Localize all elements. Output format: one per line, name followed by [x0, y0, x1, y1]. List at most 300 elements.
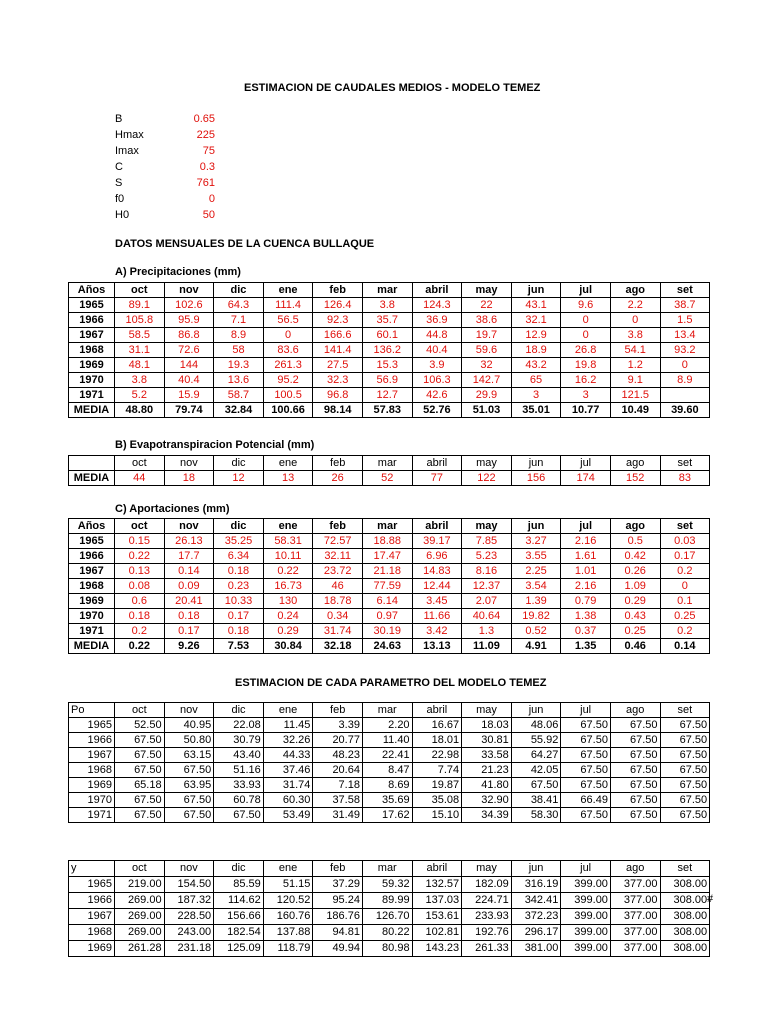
precipitation-table [68, 282, 710, 418]
value-cell: 40.4 [412, 343, 462, 358]
value-cell: 40.4 [164, 373, 214, 388]
month-header: oct [115, 519, 165, 534]
parameter-name: f0 [115, 193, 125, 205]
value-cell: 308.00 [660, 893, 710, 909]
value-cell: 8.69 [362, 778, 412, 793]
value-cell: 1.3 [462, 624, 512, 639]
month-header: mar [362, 861, 412, 877]
value-cell: 316.19 [511, 877, 561, 893]
value-cell: 43.40 [214, 748, 264, 763]
value-cell: 63.95 [164, 778, 214, 793]
table-row [69, 609, 710, 624]
value-cell: 399.00 [561, 909, 611, 925]
value-cell: 22.08 [214, 718, 264, 733]
year-cell: 1969 [69, 941, 115, 957]
month-header: jun [511, 456, 561, 471]
value-cell: 0.08 [115, 579, 165, 594]
value-cell: 96.8 [313, 388, 363, 403]
value-cell: 3.45 [412, 594, 462, 609]
table-row [69, 718, 710, 733]
parameter-name: Hmax [115, 129, 144, 141]
month-header: set [660, 861, 710, 877]
value-cell: 0.18 [164, 609, 214, 624]
value-cell: 16.73 [263, 579, 313, 594]
datos-title: DATOS MENSUALES DE LA CUENCA BULLAQUE [115, 238, 375, 250]
value-cell: 130 [263, 594, 313, 609]
table-row [69, 549, 710, 564]
value-cell: 67.50 [610, 748, 660, 763]
media-value: 79.74 [164, 403, 214, 418]
value-cell: 58.5 [115, 328, 165, 343]
month-header: ago [610, 283, 660, 298]
value-cell: 18.01 [412, 733, 462, 748]
month-header: ene [263, 456, 313, 471]
value-cell: 64.3 [214, 298, 264, 313]
value-cell: 377.00 [610, 941, 660, 957]
month-header: ene [263, 519, 313, 534]
parameter-name: S [115, 177, 123, 189]
value-cell: 8.16 [462, 564, 512, 579]
year-cell: 1967 [69, 328, 115, 343]
value-cell: 8.9 [214, 328, 264, 343]
value-cell: 51.16 [214, 763, 264, 778]
value-cell: 114.62 [214, 893, 264, 909]
value-cell: 38.41 [511, 793, 561, 808]
value-cell: 55.92 [511, 733, 561, 748]
value-cell: 26.13 [164, 534, 214, 549]
value-cell: 12.7 [362, 388, 412, 403]
value-cell: 0 [660, 579, 710, 594]
value-cell: 0 [610, 313, 660, 328]
value-cell: 32.1 [511, 313, 561, 328]
value-cell: 399.00 [561, 925, 611, 941]
month-header: mar [362, 283, 412, 298]
value-cell: 136.2 [362, 343, 412, 358]
value-cell: 67.50 [164, 808, 214, 823]
value-cell: 35.7 [362, 313, 412, 328]
month-header: nov [164, 283, 214, 298]
month-header: oct [115, 456, 165, 471]
value-cell: 186.76 [313, 909, 363, 925]
year-cell: 1970 [69, 793, 115, 808]
media-value: 9.26 [164, 639, 214, 654]
media-label: MEDIA [69, 639, 115, 654]
media-value: 0.14 [660, 639, 710, 654]
media-value: 0.22 [115, 639, 165, 654]
value-cell: 7.85 [462, 534, 512, 549]
parameter-row [115, 127, 215, 143]
month-header: feb [313, 283, 363, 298]
month-header: abril [412, 283, 462, 298]
value-cell: 43.1 [511, 298, 561, 313]
value-cell: 10.33 [214, 594, 264, 609]
media-row [69, 403, 710, 418]
month-header: feb [313, 456, 363, 471]
month-header: dic [214, 703, 264, 718]
value-cell: 56.5 [263, 313, 313, 328]
parameter-row [115, 143, 215, 159]
value-cell: 15.9 [164, 388, 214, 403]
table-row [69, 328, 710, 343]
value-cell: 224.71 [462, 893, 512, 909]
value-cell: 67.50 [561, 763, 611, 778]
value-cell: 9.6 [561, 298, 611, 313]
value-cell: 0.23 [214, 579, 264, 594]
value-cell: 67.50 [214, 808, 264, 823]
value-cell: 5.2 [115, 388, 165, 403]
parameter-name: C [115, 161, 123, 173]
value-cell: 154.50 [164, 877, 214, 893]
y-table [68, 860, 710, 957]
value-cell: 36.9 [412, 313, 462, 328]
month-header: dic [214, 519, 264, 534]
value-cell: 0.03 [660, 534, 710, 549]
month-header: set [660, 456, 710, 471]
evap-title: B) Evapotranspiracion Potencial (mm) [115, 439, 315, 451]
aport-title: C) Aportaciones (mm) [115, 503, 230, 515]
value-cell: 118.79 [263, 941, 313, 957]
year-cell: 1967 [69, 564, 115, 579]
year-cell: 1965 [69, 718, 115, 733]
media-value: 152 [610, 471, 660, 486]
media-value: 10.77 [561, 403, 611, 418]
table-row [69, 564, 710, 579]
media-value: 13.13 [412, 639, 462, 654]
value-cell: 30.19 [362, 624, 412, 639]
month-header: jun [511, 861, 561, 877]
media-value: 32.84 [214, 403, 264, 418]
value-cell: 67.50 [610, 793, 660, 808]
value-cell: 67.50 [115, 733, 165, 748]
value-cell: 3.8 [610, 328, 660, 343]
parameter-name: H0 [115, 209, 130, 221]
month-header: abril [412, 861, 462, 877]
value-cell: 0.17 [214, 609, 264, 624]
value-cell: 37.29 [313, 877, 363, 893]
value-cell: 160.76 [263, 909, 313, 925]
value-cell: 63.15 [164, 748, 214, 763]
value-cell: 1.61 [561, 549, 611, 564]
value-cell: 399.00 [561, 893, 611, 909]
value-cell: 187.32 [164, 893, 214, 909]
value-cell: 137.03 [412, 893, 462, 909]
value-cell: 35.08 [412, 793, 462, 808]
value-cell: 67.50 [164, 763, 214, 778]
value-cell: 261.28 [115, 941, 165, 957]
media-value: 18 [164, 471, 214, 486]
value-cell: 80.22 [362, 925, 412, 941]
value-cell: 0.2 [115, 624, 165, 639]
value-cell: 0.17 [660, 549, 710, 564]
header-row [69, 519, 710, 534]
value-cell: 18.78 [313, 594, 363, 609]
media-value: 26 [313, 471, 363, 486]
parameter-value: 0.3 [199, 161, 215, 173]
value-cell: 2.25 [511, 564, 561, 579]
parameter-list [115, 111, 215, 223]
value-cell: 27.5 [313, 358, 363, 373]
media-value: 32.18 [313, 639, 363, 654]
evapotranspiration-table [68, 455, 710, 486]
value-cell: 0.79 [561, 594, 611, 609]
table-row [69, 748, 710, 763]
value-cell: 67.50 [660, 793, 710, 808]
month-header: feb [313, 703, 363, 718]
value-cell: 67.50 [115, 793, 165, 808]
table-row [69, 909, 710, 925]
value-cell: 30.81 [462, 733, 512, 748]
value-cell: 58.31 [263, 534, 313, 549]
value-cell: 83.6 [263, 343, 313, 358]
value-cell: 95.24 [313, 893, 363, 909]
value-cell: 40.95 [164, 718, 214, 733]
value-cell: 67.50 [610, 808, 660, 823]
parameter-row [115, 207, 215, 223]
value-cell: 48.06 [511, 718, 561, 733]
media-value: 77 [412, 471, 462, 486]
value-cell: 231.18 [164, 941, 214, 957]
value-cell: 3.39 [313, 718, 363, 733]
value-cell: 60.78 [214, 793, 264, 808]
value-cell: 0.52 [511, 624, 561, 639]
value-cell: 3 [511, 388, 561, 403]
value-cell [660, 388, 710, 403]
value-cell: 42.6 [412, 388, 462, 403]
table-row [69, 624, 710, 639]
parameter-row [115, 159, 215, 175]
value-cell: 29.9 [462, 388, 512, 403]
value-cell: 0.26 [610, 564, 660, 579]
value-cell: 2.2 [610, 298, 660, 313]
value-cell: 53.49 [263, 808, 313, 823]
parameter-value: 50 [202, 209, 215, 221]
value-cell: 23.72 [313, 564, 363, 579]
value-cell: 0.2 [660, 624, 710, 639]
value-cell: 22.41 [362, 748, 412, 763]
value-cell: 0.18 [214, 624, 264, 639]
media-value: 98.14 [313, 403, 363, 418]
value-cell: 2.07 [462, 594, 512, 609]
value-cell: 6.34 [214, 549, 264, 564]
year-cell: 1968 [69, 343, 115, 358]
table-row [69, 925, 710, 941]
month-header: abril [412, 703, 462, 718]
month-header: jun [511, 519, 561, 534]
month-header: ene [263, 703, 313, 718]
value-cell: 18.03 [462, 718, 512, 733]
value-cell: 72.6 [164, 343, 214, 358]
year-cell: 1968 [69, 925, 115, 941]
value-cell: 58.30 [511, 808, 561, 823]
value-cell: 7.1 [214, 313, 264, 328]
value-cell: 19.7 [462, 328, 512, 343]
media-value: 11.09 [462, 639, 512, 654]
value-cell: 67.50 [561, 778, 611, 793]
value-cell: 67.50 [561, 748, 611, 763]
header-first-cell: Po [69, 703, 115, 718]
value-cell: 12.44 [412, 579, 462, 594]
month-header: feb [313, 861, 363, 877]
media-value: 52 [362, 471, 412, 486]
month-header: jul [561, 703, 611, 718]
table-row [69, 358, 710, 373]
value-cell: 64.27 [511, 748, 561, 763]
media-value: 24.63 [362, 639, 412, 654]
value-cell: 6.14 [362, 594, 412, 609]
month-header: ago [610, 519, 660, 534]
value-cell: 7.18 [313, 778, 363, 793]
month-header: nov [164, 861, 214, 877]
value-cell: 0.18 [115, 609, 165, 624]
value-cell: 15.10 [412, 808, 462, 823]
value-cell: 156.66 [214, 909, 264, 925]
value-cell: 100.5 [263, 388, 313, 403]
value-cell: 67.50 [660, 808, 710, 823]
value-cell: 18.88 [362, 534, 412, 549]
year-cell: 1967 [69, 748, 115, 763]
value-cell: 132.57 [412, 877, 462, 893]
value-cell: 32.90 [462, 793, 512, 808]
value-cell: 0 [660, 358, 710, 373]
value-cell: 20.77 [313, 733, 363, 748]
value-cell: 0.42 [610, 549, 660, 564]
value-cell: 11.45 [263, 718, 313, 733]
value-cell: 243.00 [164, 925, 214, 941]
month-header: may [462, 703, 512, 718]
value-cell: 102.6 [164, 298, 214, 313]
month-header: jul [561, 283, 611, 298]
value-cell: 85.59 [214, 877, 264, 893]
value-cell: 0.29 [610, 594, 660, 609]
month-header: dic [214, 456, 264, 471]
table-row [69, 313, 710, 328]
value-cell: 52.50 [115, 718, 165, 733]
table-row [69, 579, 710, 594]
value-cell: 0 [263, 328, 313, 343]
value-cell: 21.18 [362, 564, 412, 579]
year-cell: 1966 [69, 549, 115, 564]
value-cell: 67.50 [561, 808, 611, 823]
value-cell: 12.9 [511, 328, 561, 343]
value-cell: 8.9 [660, 373, 710, 388]
header-row [69, 703, 710, 718]
month-header: nov [164, 519, 214, 534]
media-value: 10.49 [610, 403, 660, 418]
value-cell: 35.25 [214, 534, 264, 549]
parameter-value: 225 [196, 129, 215, 141]
value-cell: 67.50 [610, 718, 660, 733]
value-cell: 137.88 [263, 925, 313, 941]
media-value: 83 [660, 471, 710, 486]
value-cell: 7.74 [412, 763, 462, 778]
value-cell: 67.50 [610, 763, 660, 778]
month-header: abril [412, 456, 462, 471]
month-header: oct [115, 861, 165, 877]
value-cell: 261.33 [462, 941, 512, 957]
value-cell: 33.93 [214, 778, 264, 793]
value-cell: 0.22 [263, 564, 313, 579]
value-cell: 2.20 [362, 718, 412, 733]
month-header: nov [164, 703, 214, 718]
value-cell: 0.13 [115, 564, 165, 579]
value-cell: 51.15 [263, 877, 313, 893]
value-cell: 10.11 [263, 549, 313, 564]
value-cell: 11.40 [362, 733, 412, 748]
table-row [69, 534, 710, 549]
value-cell: 20.64 [313, 763, 363, 778]
value-cell: 60.1 [362, 328, 412, 343]
year-cell: 1967 [69, 909, 115, 925]
value-cell: 106.3 [412, 373, 462, 388]
value-cell: 67.50 [561, 718, 611, 733]
value-cell: 143.23 [412, 941, 462, 957]
value-cell: 1.5 [660, 313, 710, 328]
value-cell: 372.23 [511, 909, 561, 925]
value-cell: 3.42 [412, 624, 462, 639]
value-cell: 8.47 [362, 763, 412, 778]
value-cell: 13.6 [214, 373, 264, 388]
month-header: set [660, 519, 710, 534]
value-cell: 94.81 [313, 925, 363, 941]
header-first-cell [69, 456, 115, 471]
value-cell: 0.6 [115, 594, 165, 609]
value-cell: 5.23 [462, 549, 512, 564]
media-label: MEDIA [69, 471, 115, 486]
header-first-cell: Años [69, 519, 115, 534]
month-header: ene [263, 283, 313, 298]
table-row [69, 877, 710, 893]
value-cell: 67.50 [115, 748, 165, 763]
value-cell: 6.96 [412, 549, 462, 564]
value-cell: 67.50 [660, 778, 710, 793]
month-header: ago [610, 456, 660, 471]
value-cell: 37.58 [313, 793, 363, 808]
month-header: may [462, 519, 512, 534]
value-cell: 65.18 [115, 778, 165, 793]
precip-title: A) Precipitaciones (mm) [115, 266, 241, 278]
value-cell: 40.64 [462, 609, 512, 624]
value-cell: 377.00 [610, 925, 660, 941]
month-header: jul [561, 456, 611, 471]
year-cell: 1971 [69, 388, 115, 403]
month-header: mar [362, 703, 412, 718]
parameter-value: 0.65 [193, 113, 215, 125]
value-cell: 22.98 [412, 748, 462, 763]
value-cell: 261.3 [263, 358, 313, 373]
value-cell: 0.5 [610, 534, 660, 549]
value-cell: 1.39 [511, 594, 561, 609]
value-cell: 93.2 [660, 343, 710, 358]
year-cell: 1971 [69, 808, 115, 823]
value-cell: 20.41 [164, 594, 214, 609]
value-cell: 67.50 [511, 778, 561, 793]
value-cell: 67.50 [660, 718, 710, 733]
media-value: 174 [561, 471, 611, 486]
parameter-name: B [115, 113, 123, 125]
value-cell: 80.98 [362, 941, 412, 957]
table-row [69, 941, 710, 957]
value-cell: 0.14 [164, 564, 214, 579]
value-cell: 92.3 [313, 313, 363, 328]
media-value: 0.46 [610, 639, 660, 654]
media-value: 156 [511, 471, 561, 486]
value-cell: 228.50 [164, 909, 214, 925]
value-cell: 50.80 [164, 733, 214, 748]
value-cell: 0.34 [313, 609, 363, 624]
value-cell: 308.00 [660, 941, 710, 957]
value-cell: 124.3 [412, 298, 462, 313]
value-cell: 166.6 [313, 328, 363, 343]
